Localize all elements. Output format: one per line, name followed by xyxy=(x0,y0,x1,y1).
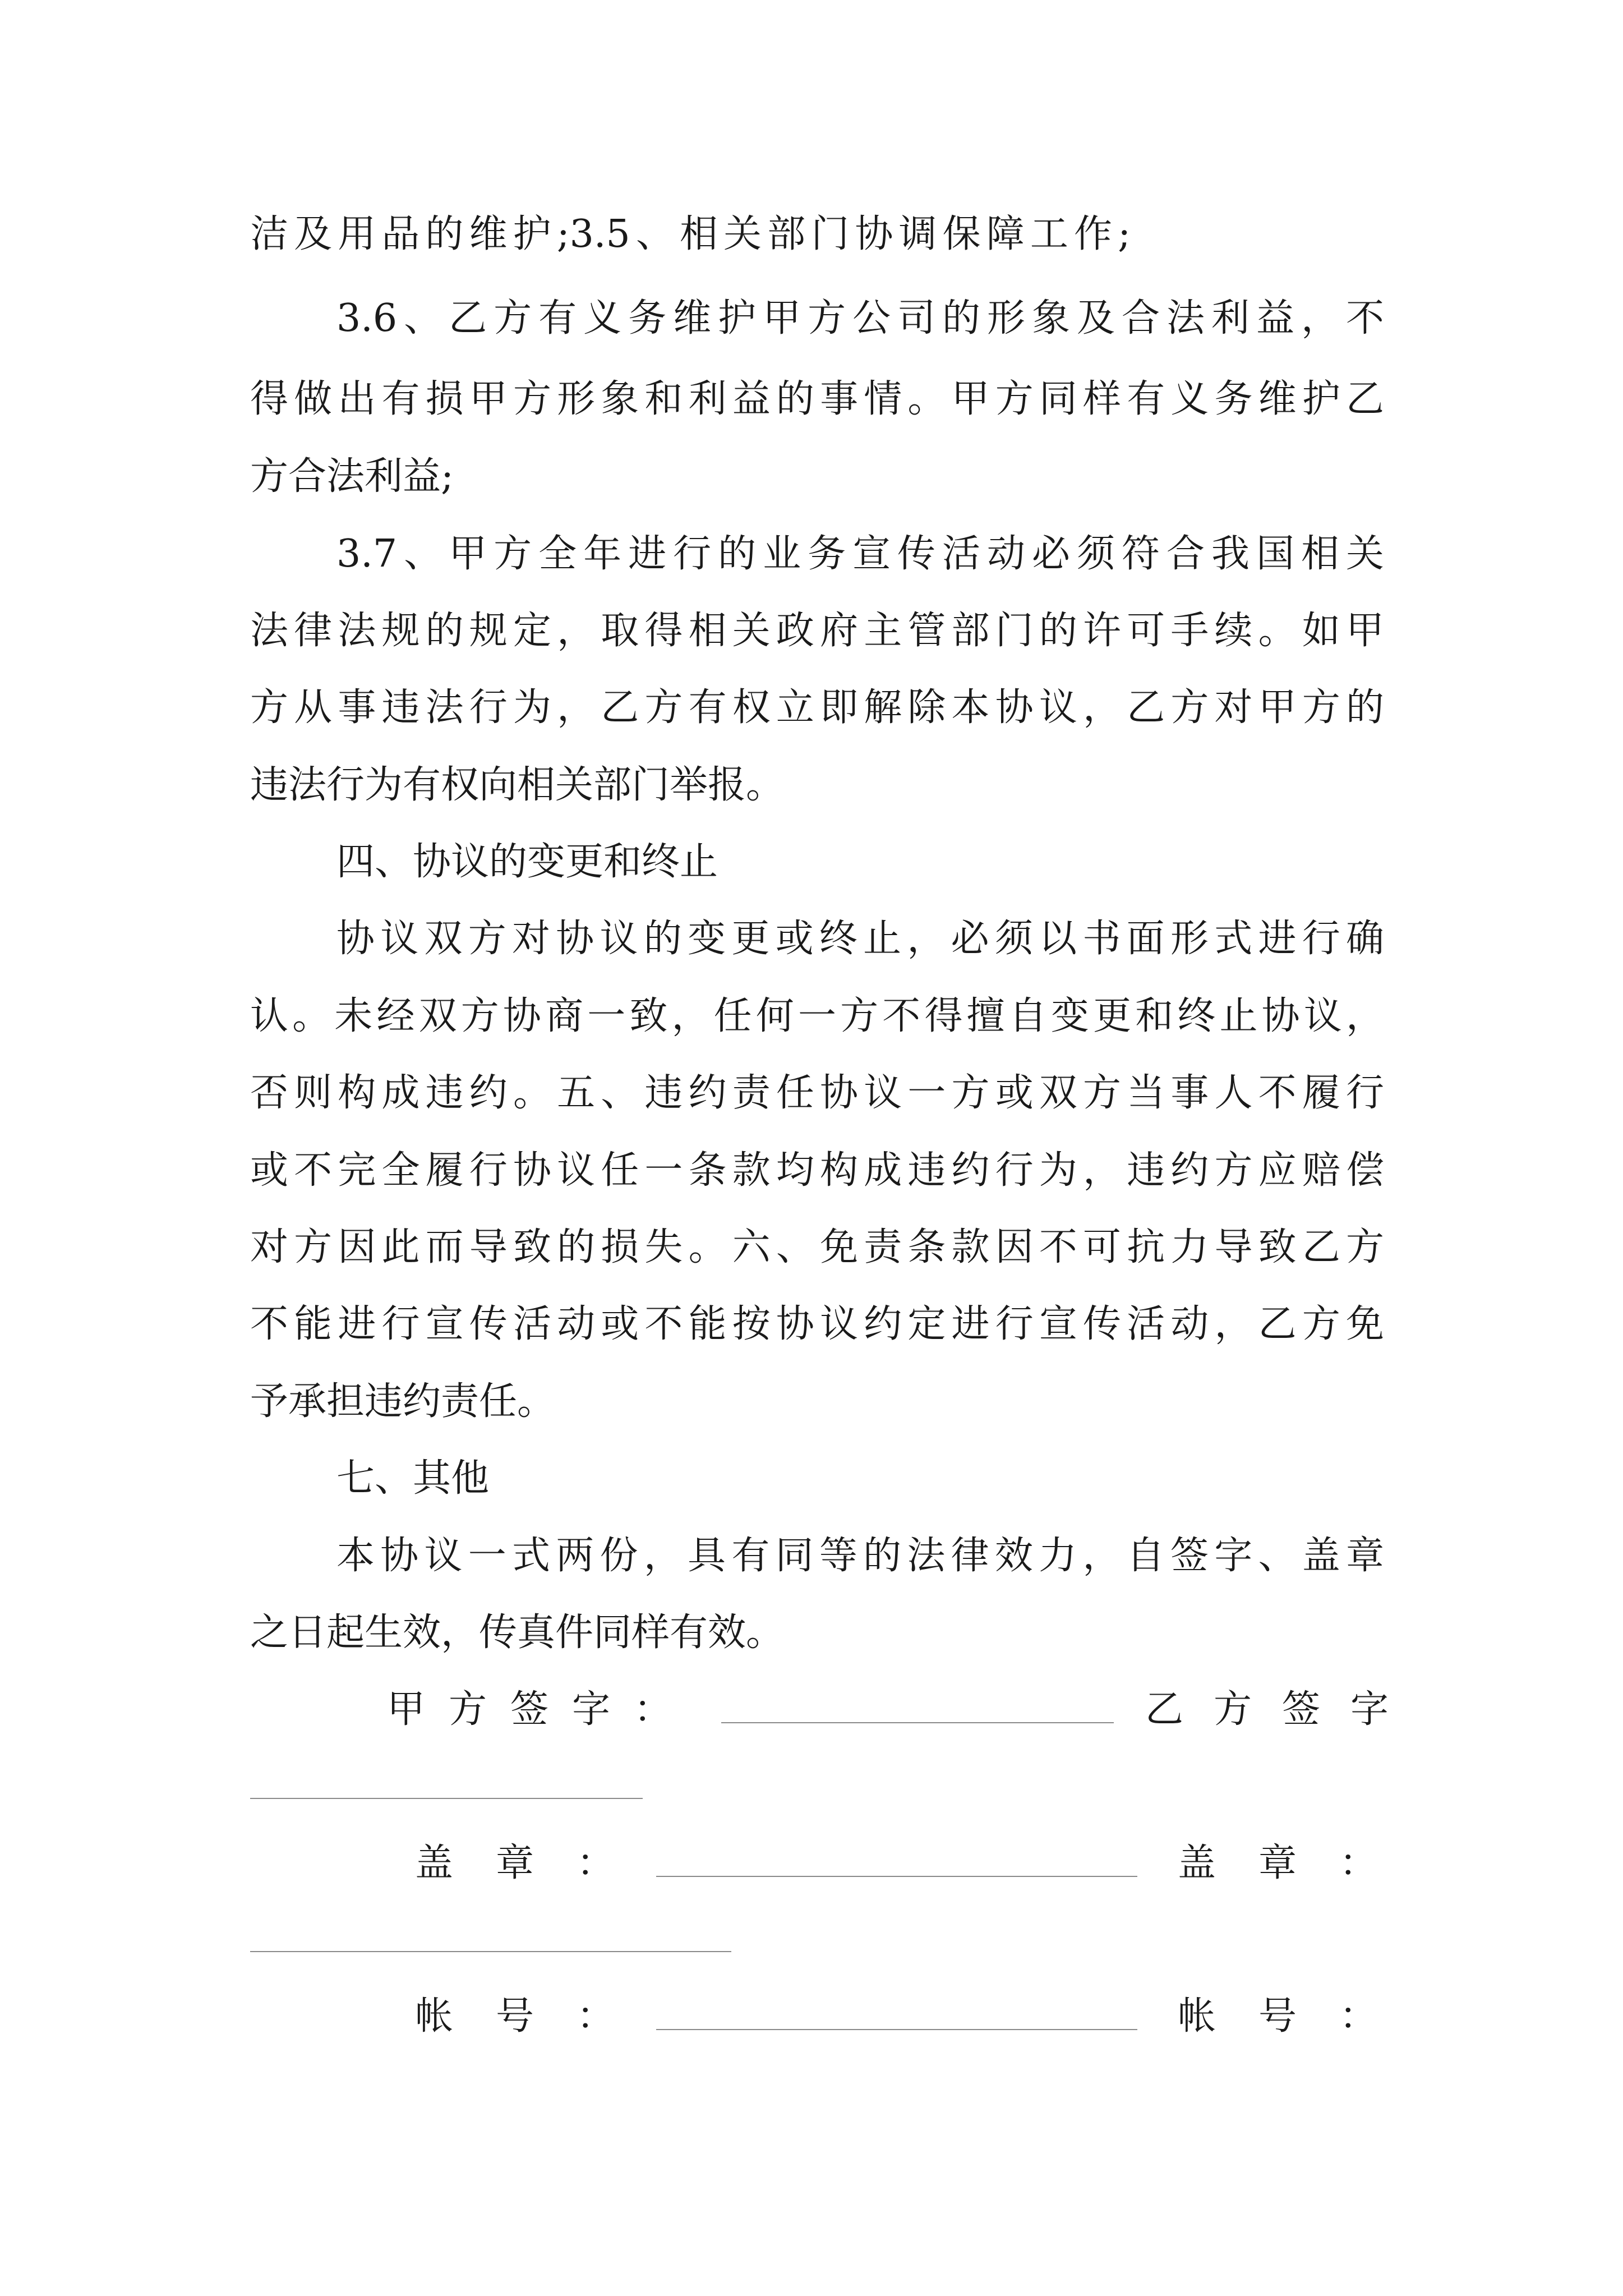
body-line-4: 方合法利益; xyxy=(250,454,454,499)
account-b-label: 帐号： xyxy=(1178,1994,1421,2039)
body-line-18: 本协议一式两份，具有同等的法律效力，自签字、盖章 xyxy=(336,1534,1384,1578)
seal-a-line xyxy=(656,1876,1137,1877)
body-line-7: 方从事违法行为，乙方有权立即解除本协议，乙方对甲方的 xyxy=(250,685,1384,730)
account-a-label: 帐号： xyxy=(415,1994,658,2039)
seal-a-label: 盖章： xyxy=(415,1841,658,1885)
body-line-16: 予承担违约责任。 xyxy=(250,1379,556,1424)
party-a-sign-line xyxy=(721,1722,1114,1723)
body-line-10: 协议双方对协议的变更或终止，必须以书面形式进行确 xyxy=(336,917,1384,961)
section-heading-7: 七、其他 xyxy=(336,1456,490,1501)
seal-b-label: 盖章： xyxy=(1178,1841,1421,1885)
body-line-3: 得做出有损甲方形象和利益的事情。甲方同样有义务维护乙 xyxy=(250,377,1384,421)
body-line-8: 违法行为有权向相关部门举报。 xyxy=(250,763,785,807)
body-line-13: 或不完全履行协议任一条款均构成违约行为，违约方应赔偿 xyxy=(250,1148,1384,1193)
body-line-15: 不能进行宣传活动或不能按协议约定进行宣传活动，乙方免 xyxy=(250,1302,1384,1346)
party-b-sign-line xyxy=(250,1798,643,1799)
body-line-6: 法律法规的规定，取得相关政府主管部门的许可手续。如甲 xyxy=(250,609,1384,653)
body-line-19: 之日起生效，传真件同样有效。 xyxy=(250,1611,785,1655)
body-line-12: 否则构成违约。五、违约责任协议一方或双方当事人不履行 xyxy=(250,1071,1384,1115)
party-b-sign-label: 乙方签字 xyxy=(1145,1687,1419,1732)
seal-b-line xyxy=(250,1951,731,1952)
body-line-2: 3.6、乙方有义务维护甲方公司的形象及合法利益，不 xyxy=(336,296,1384,341)
body-line-1: 洁及用品的维护;3.5、相关部门协调保障工作; xyxy=(250,212,1131,256)
party-a-sign-label: 甲方签字： xyxy=(387,1687,696,1732)
body-line-14: 对方因此而导致的损失。六、免责条款因不可抗力导致乙方 xyxy=(250,1225,1384,1269)
section-heading-4: 四、协议的变更和终止 xyxy=(336,840,718,884)
account-a-line xyxy=(656,2029,1137,2030)
body-line-11: 认。未经双方协商一致，任何一方不得擅自变更和终止协议， xyxy=(250,994,1384,1038)
body-line-5: 3.7、甲方全年进行的业务宣传活动必须符合我国相关 xyxy=(336,532,1384,576)
